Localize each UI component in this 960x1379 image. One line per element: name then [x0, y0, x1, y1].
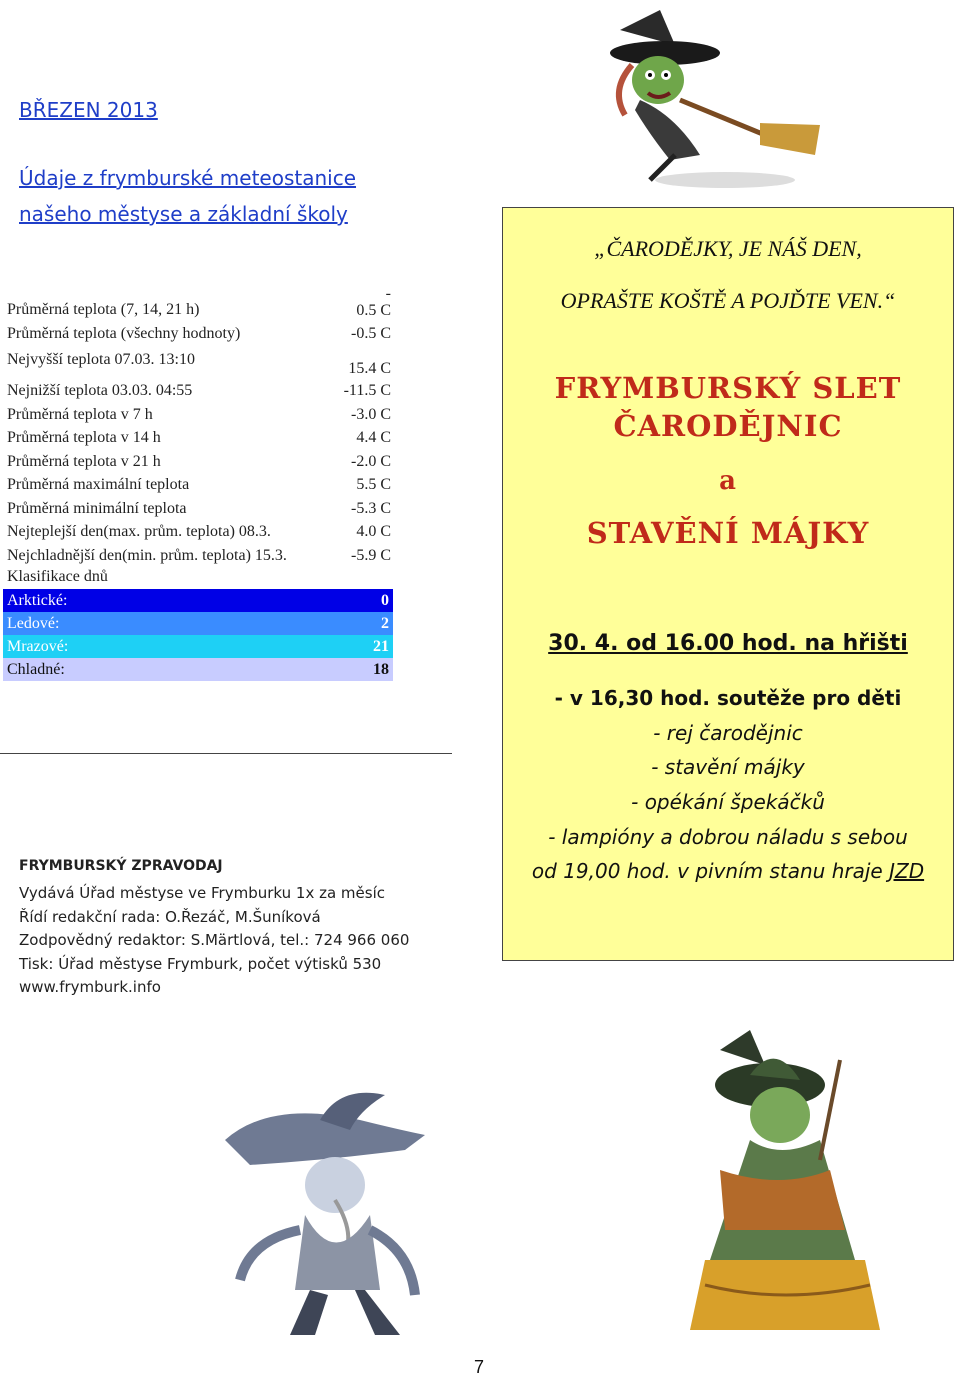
divider [0, 753, 452, 754]
flying-witch-illustration [580, 5, 830, 195]
subtitle-line-2: našeho městyse a základní školy [19, 202, 348, 226]
event-title-line-3: STAVĚNÍ MÁJKY [586, 516, 870, 550]
stat-row [3, 285, 393, 319]
stat-label: Průměrná teplota v 14 h [7, 429, 161, 446]
stat-label: Průměrná teplota v 7 h [7, 405, 153, 423]
stat-label: Průměrná teplota v 21 h [7, 452, 161, 470]
stat-value: -0.5 C [351, 324, 391, 342]
stat-label: Nejchladnější den(min. prům. teplota) 15.3. [7, 546, 287, 564]
classification-row [3, 589, 393, 612]
event-title-line-1: FRYMBURSKÝ SLET [554, 371, 902, 405]
stat-value: -2.0 C [351, 452, 391, 470]
poster-slogan-line-2: OPRAŠTE KOŠTĚ A POJĎTE VEN.“ [560, 288, 896, 313]
stat-row [3, 494, 393, 518]
classification-value: 0 [381, 591, 389, 609]
classification-table [3, 589, 393, 681]
event-title-line-2: ČARODĚJNIC [613, 409, 843, 443]
stat-value: -5.3 C [351, 499, 391, 517]
witch-illustration [680, 1030, 890, 1335]
classification-label: Chladné: [7, 660, 65, 678]
stat-value: - 0.5 C [356, 285, 391, 319]
page-subtitle [19, 160, 399, 232]
stat-label: Nejnižší teplota 03.03. 04:55 [7, 382, 193, 399]
page-title: BŘEZEN 2013 [19, 98, 158, 122]
classification-value: 21 [373, 637, 389, 655]
stat-label: Průměrná teplota (7, 14, 21 h) [7, 301, 200, 318]
stat-row [3, 424, 393, 448]
classification-label: Mrazové: [7, 637, 69, 655]
page-number: 7 [474, 1357, 485, 1377]
stat-value: 15.4 C [348, 359, 391, 377]
band-name: JZD [889, 859, 925, 883]
stat-row [3, 518, 393, 542]
program-item: - v 16,30 hod. soutěže pro děti [554, 686, 902, 710]
classification-row [3, 658, 393, 681]
stat-value: -5.9 C [351, 546, 391, 564]
newsletter-credits [19, 855, 409, 999]
stat-value: 5.5 C [356, 476, 391, 493]
stat-row [3, 343, 393, 377]
classification-row [3, 612, 393, 635]
credits-website: www.frymburk.info [19, 978, 161, 997]
classification-heading: Klasifikace dnů [7, 567, 108, 585]
stat-value: -11.5 C [343, 382, 391, 399]
stat-row [3, 471, 393, 495]
stat-row [3, 541, 393, 565]
program-item: - lampióny a dobrou náladu s sebou [548, 825, 908, 849]
weather-stats-table [3, 285, 393, 681]
credits-heading: FRYMBURSKÝ ZPRAVODAJ [19, 858, 223, 874]
stat-value: 4.0 C [356, 523, 391, 540]
stat-value: -3.0 C [351, 405, 391, 423]
credits-line: Zodpovědný redaktor: S.Märtlová, tel.: 724 966 060 [19, 931, 410, 950]
credits-line: Tisk: Úřad městyse Frymburk, počet výtisků 530 [19, 954, 382, 973]
program-item: - stavění májky [651, 755, 805, 779]
credits-line: Vydává Úřad městyse ve Frymburku 1x za měsíc [19, 884, 385, 903]
event-title-and: a [719, 466, 737, 496]
program-item: - opékání špekáčků [631, 790, 825, 814]
stat-row [3, 400, 393, 424]
event-date: 30. 4. od 16.00 hod. na hřišti [548, 631, 908, 656]
wizard-illustration [210, 1090, 450, 1340]
program-item: - rej čarodějnic [653, 721, 803, 745]
classification-label: Arktické: [7, 591, 68, 609]
stat-label: Nejteplejší den(max. prům. teplota) 08.3. [7, 523, 271, 540]
stat-row [3, 377, 393, 401]
stat-row [3, 447, 393, 471]
classification-value: 2 [381, 614, 389, 632]
stat-label: Průměrná teplota (všechny hodnoty) [7, 324, 241, 342]
stat-value: 4.4 C [356, 429, 391, 446]
stat-value-sign: - [385, 285, 391, 302]
stat-label: Průměrná minimální teplota [7, 499, 187, 517]
classification-label: Ledové: [7, 614, 60, 632]
stat-label: Průměrná maximální teplota [7, 476, 190, 493]
stat-row [3, 319, 393, 343]
credits-line: Řídí redakční rada: O.Řezáč, M.Šuníková [19, 907, 321, 926]
classification-value: 18 [373, 660, 389, 678]
classification-row [3, 635, 393, 658]
program-evening: od 19,00 hod. v pivním stanu hraje JZD [531, 859, 925, 883]
subtitle-line-1: Údaje z frymburské meteostanice [19, 166, 357, 190]
poster-slogan-line-1: „ČARODĚJKY, JE NÁŠ DEN, [594, 236, 862, 261]
stat-label: Nejvyšší teplota 07.03. 13:10 [7, 350, 195, 368]
event-poster [502, 207, 954, 961]
